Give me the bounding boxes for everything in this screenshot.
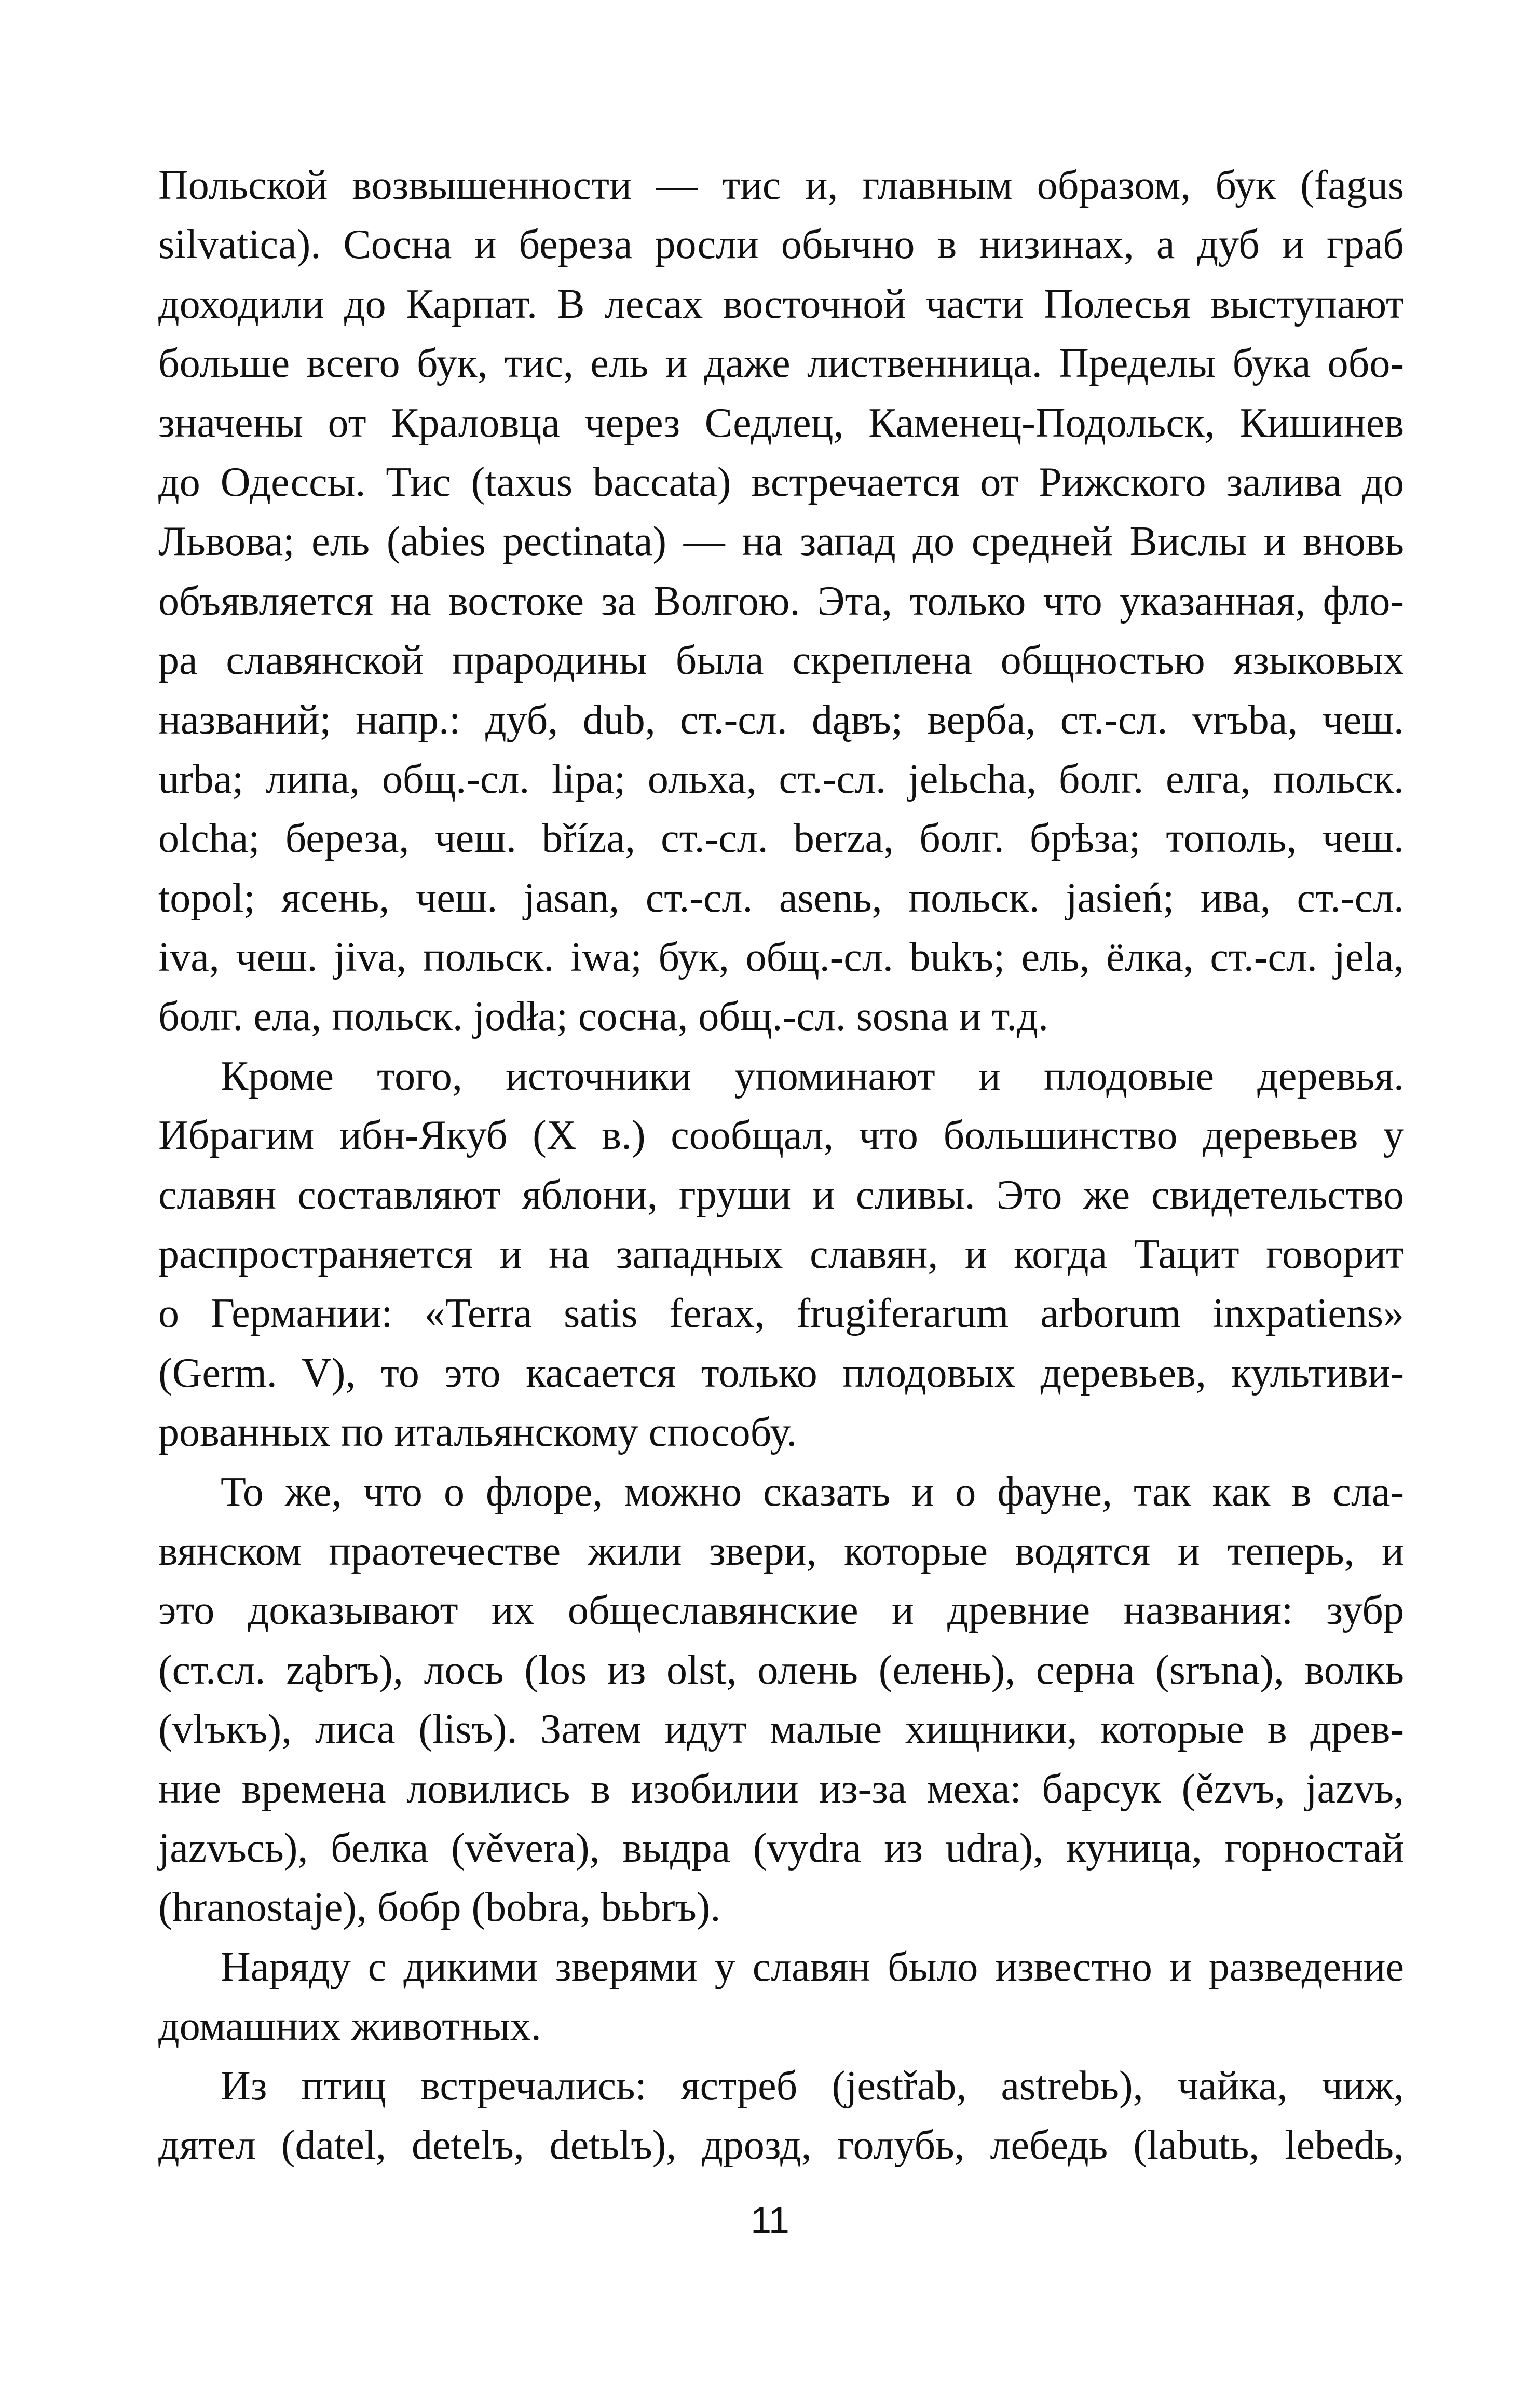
text-line: рованных по итальянскому способу.: [158, 1410, 797, 1456]
paragraph: [158, 156, 1404, 1047]
text-line: Ибрагим ибн-Якуб (X в.) сообщал, что большинство деревьев у: [158, 1113, 1404, 1159]
text-line: славян составляют яблони, груши и сливы. Это же свидетельство: [158, 1172, 1404, 1218]
paragraph: [158, 2056, 1404, 2175]
text-line: дятел (datel, detelъ, detьlъ), дрозд, голубь, лебедь (labutь, lebedь,: [158, 2122, 1404, 2168]
text-line: silvatica). Сосна и береза росли обычно в низинах, а дуб и граб: [158, 222, 1404, 268]
text-line: до Одессы. Тис (taxus baccata) встречается от Рижского залива до: [158, 459, 1404, 505]
text-line: это доказывают их общеславянские и древние названия: зубр: [158, 1588, 1404, 1634]
text-line: значены от Краловца через Седлец, Каменец-Подольск, Кишинев: [158, 400, 1404, 446]
text-line: (Germ. V), то это касается только плодовых деревьев, культиви-: [158, 1350, 1404, 1396]
text-line: (vlъкъ), лиса (lisъ). Затем идут малые хищники, которые в древ-: [158, 1706, 1404, 1753]
body-text: [158, 156, 1404, 2175]
text-line: olcha; береза, чеш. bříza, ст.-сл. berza, болг. брѣза; тополь, чеш.: [158, 816, 1404, 862]
text-line: распространяется и на западных славян, и когда Тацит говорит: [158, 1231, 1404, 1278]
text-line: больше всего бук, тис, ель и даже лиственница. Пределы бука обо-: [158, 341, 1404, 387]
text-line: Львова; ель (abies pectinata) — на запад до средней Вислы и вновь: [158, 519, 1404, 565]
text-line: urba; липа, общ.-сл. lipa; ольха, ст.-сл. jelьcha, болг. елга, польск.: [158, 756, 1404, 802]
text-line: домашних животных.: [158, 2003, 541, 2050]
text-line: доходили до Карпат. В лесах восточной части Полесья выступают: [158, 281, 1404, 327]
text-line: объявляется на востоке за Волгою. Эта, только что указанная, фло-: [158, 578, 1404, 624]
page-number: 11: [751, 2200, 789, 2241]
text-line: названий; напр.: дуб, dub, ст.-сл. dąвъ; верба, ст.-сл. vrъba, чеш.: [158, 697, 1404, 743]
text-line: ние времена ловились в изобилии из-за меха: барсук (ězvъ, jazvь,: [158, 1766, 1404, 1812]
text-line: topol; ясень, чеш. jasan, ст.-сл. asenь, польск. jasień; ива, ст.-сл.: [158, 875, 1404, 921]
text-line: Кроме того, источники упоминают и плодовые деревья.: [221, 1053, 1404, 1099]
text-line: iva, чеш. jiva, польск. iwa; бук, общ.-сл. bukъ; ель, ёлка, ст.-сл. jela,: [158, 934, 1404, 981]
text-line: болг. ела, польск. jodła; сосна, общ.-сл. sosna и т.д.: [158, 994, 1048, 1040]
text-line: ра славянской прародины была скреплена общностью языковых: [158, 638, 1404, 684]
text-line: Польской возвышенности — тис и, главным образом, бук (fagus: [158, 162, 1404, 208]
text-line: Из птиц встречались: ястреб (jestřab, astrebь), чайка, чиж,: [221, 2063, 1404, 2109]
text-line: jazvьcь), белка (věvera), выдра (vydra из udra), куница, горностай: [158, 1825, 1404, 1871]
text-line: Наряду с дикими зверями у славян было известно и разведение: [221, 1944, 1404, 1990]
text-line: (hranostaje), бобр (bobra, bьbrъ).: [158, 1885, 721, 1931]
text-line: о Германии: «Terra satis ferax, frugiferarum arborum inxpatiens»: [158, 1291, 1404, 1337]
text-line: То же, что о флоре, можно сказать и о фауне, так как в сла-: [221, 1469, 1404, 1515]
text-line: вянском праотечестве жили звери, которые водятся и теперь, и: [158, 1528, 1404, 1574]
paragraph: [158, 1462, 1404, 1938]
text-line: (ст.сл. ząbrъ), лось (los из olst, олень (елень), серна (srъna), волкь: [158, 1647, 1404, 1693]
paragraph: [158, 1938, 1404, 2056]
paragraph: [158, 1047, 1404, 1462]
